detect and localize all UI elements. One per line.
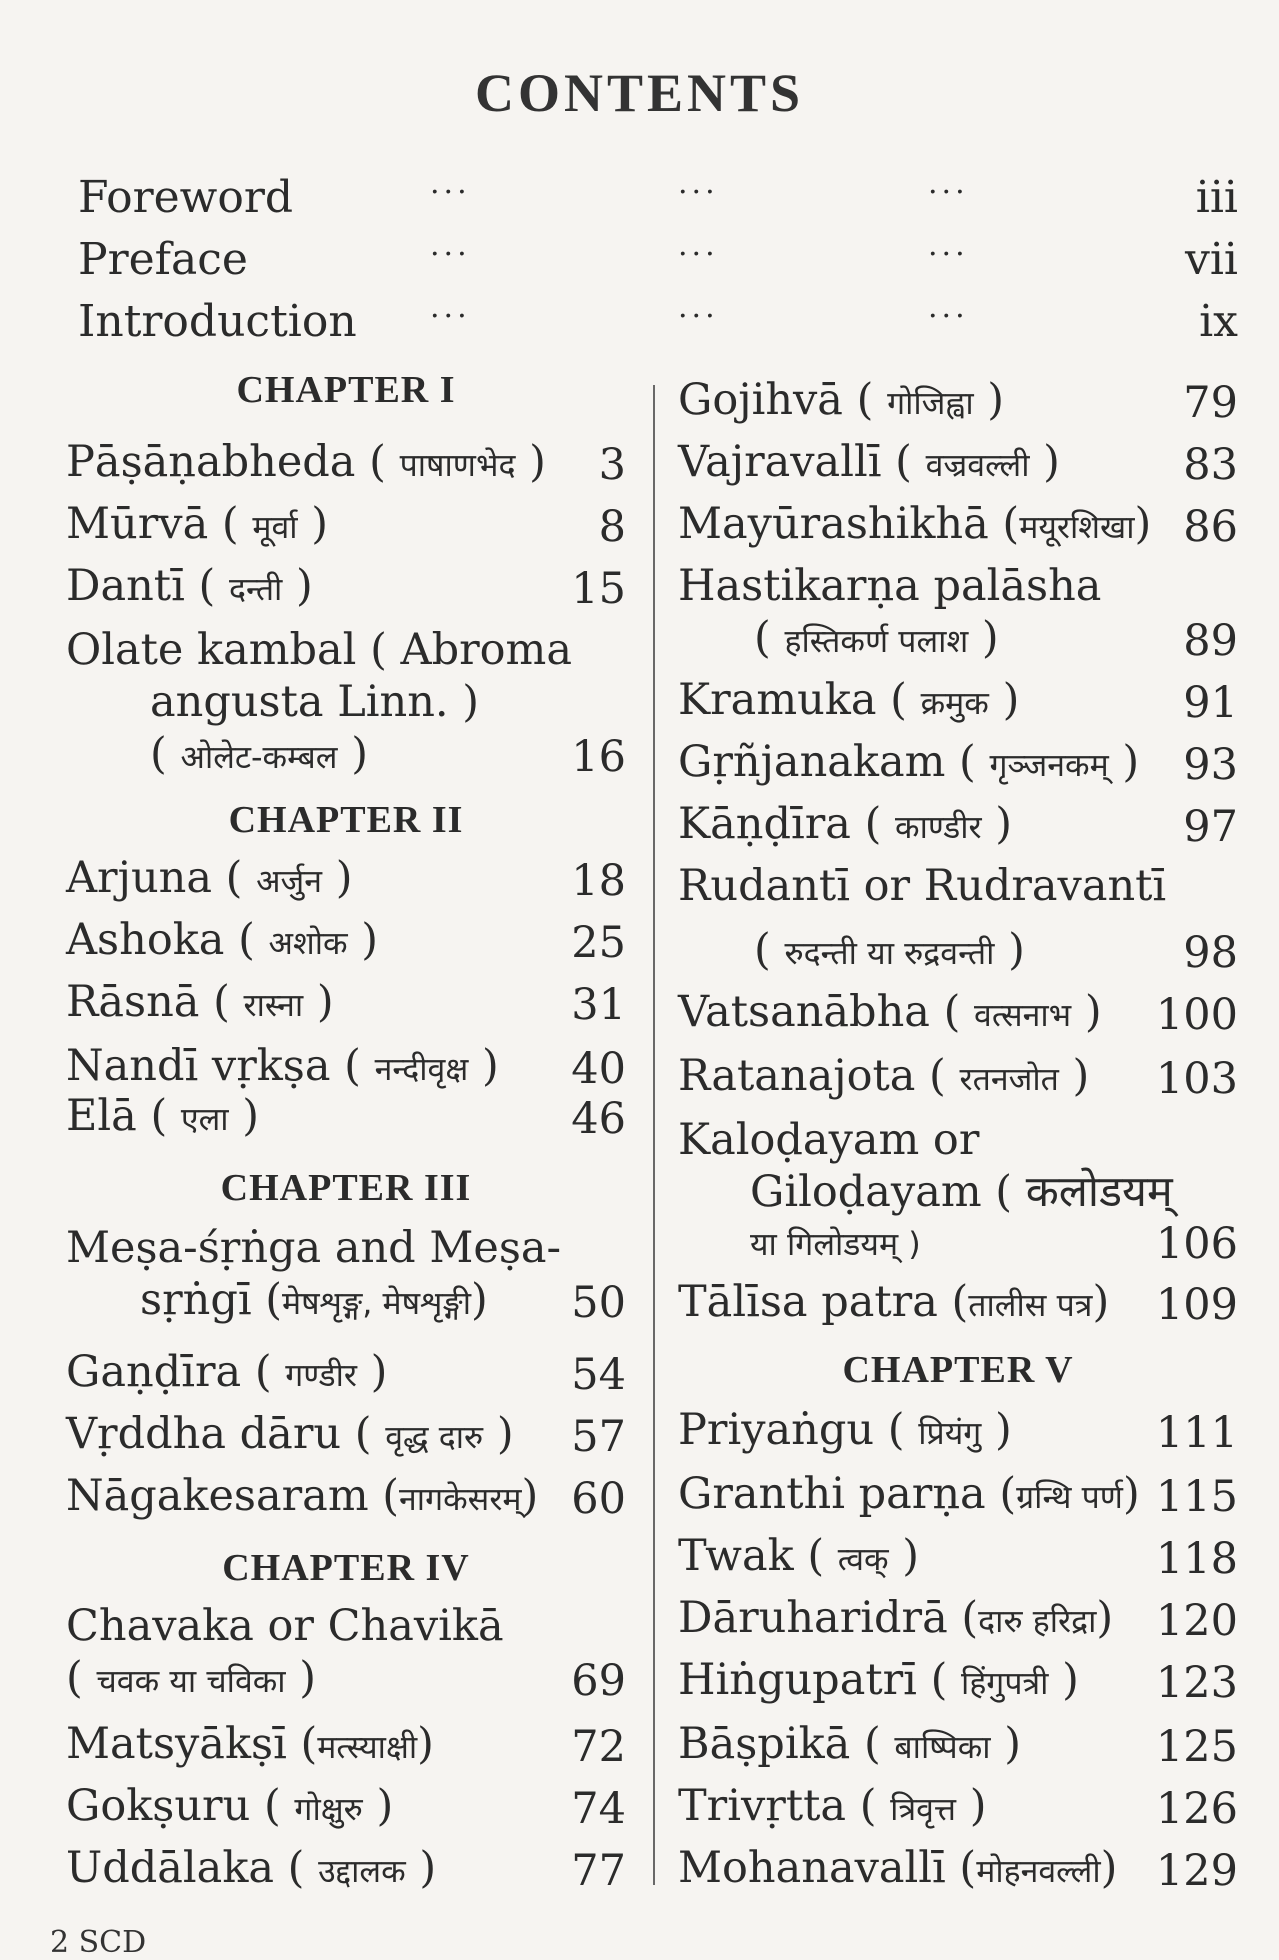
toc-entry xyxy=(678,1530,1238,1585)
front-row-foreword xyxy=(78,166,1238,232)
entry-page: 18 xyxy=(571,856,626,906)
entry-devanagari: प्रियंगु xyxy=(918,1414,982,1452)
entry-close: ) xyxy=(481,1041,499,1091)
entry-page: 77 xyxy=(571,1846,626,1896)
entry-page: 16 xyxy=(571,732,626,782)
entry-devanagari: रास्ना xyxy=(243,986,304,1024)
toc-entry xyxy=(678,1842,1238,1897)
entry-page: 54 xyxy=(571,1350,626,1400)
entry-name: Hastikarṇa palāsha xyxy=(678,561,1102,611)
entry-close: ) xyxy=(316,977,334,1027)
entry-close: ) xyxy=(1084,987,1102,1037)
toc-entry xyxy=(66,1780,626,1835)
entry-line2: angusta Linn. ) xyxy=(150,677,480,727)
leader-dots: ... xyxy=(430,166,471,201)
toc-entry xyxy=(66,498,626,553)
entry-close: ) xyxy=(1043,437,1060,487)
entry-page: 46 xyxy=(571,1094,626,1144)
toc-entry xyxy=(678,1468,1238,1523)
toc-entry xyxy=(678,1592,1238,1647)
leader-dots: ... xyxy=(678,228,719,263)
entry-page: 86 xyxy=(1183,502,1238,552)
entry-close: ) xyxy=(1100,1843,1118,1893)
entry-close: ) xyxy=(969,1781,987,1831)
toc-entry xyxy=(678,560,1238,667)
entry-close: ) xyxy=(1008,925,1025,975)
entry-name: Bāṣpikā ( xyxy=(678,1719,881,1769)
entry-devanagari: मोहनवल्ली xyxy=(976,1852,1101,1890)
entry-devanagari: त्रिवृत्त xyxy=(890,1790,957,1828)
entry-name: Dantī ( xyxy=(66,561,216,611)
entry-name: Mūrvā ( xyxy=(66,499,239,549)
leader-dots: ... xyxy=(430,290,471,325)
entry-devanagari: गोक्षुरु xyxy=(294,1790,363,1828)
entry-name: Olate kambal ( Abroma xyxy=(66,625,572,675)
toc-entry xyxy=(678,1718,1238,1773)
entry-line2: Giloḍayam ( कलोडयम् xyxy=(750,1167,1173,1217)
entry-close: ) xyxy=(902,1531,920,1581)
entry-close: ) xyxy=(987,375,1005,425)
entry-devanagari: अर्जुन xyxy=(256,862,323,900)
entry-devanagari: अशोक xyxy=(268,924,348,962)
entry-close: ) xyxy=(335,853,353,903)
entry-name: Vajravallī ( xyxy=(678,437,912,487)
entry-name: Mohanavallī ( xyxy=(678,1843,977,1893)
entry-devanagari: क्रमुक xyxy=(920,684,989,722)
entry-devanagari: गण्डीर xyxy=(285,1356,357,1394)
leader-dots: ... xyxy=(928,290,969,325)
entry-name: Nandī vṛkṣa ( xyxy=(66,1041,361,1091)
entry-devanagari: दन्ती xyxy=(228,570,283,608)
toc-entry xyxy=(66,1470,626,1525)
entry-close: ) xyxy=(1122,737,1140,787)
entry-page: 111 xyxy=(1155,1408,1238,1458)
leader-dots: ... xyxy=(430,228,471,263)
entry-name: Gokṣuru ( xyxy=(66,1781,281,1831)
entry-close: ) xyxy=(496,1409,514,1459)
entry-page: 69 xyxy=(571,1656,626,1706)
entry-close: ) xyxy=(995,799,1013,849)
entry-page: 50 xyxy=(571,1278,626,1328)
toc-entry xyxy=(678,736,1238,791)
entry-page: 72 xyxy=(571,1722,626,1772)
entry-page: 100 xyxy=(1155,990,1238,1040)
entry-close: ) xyxy=(994,1405,1012,1455)
entry-close: ) xyxy=(376,1781,394,1831)
entry-name: Granthi parṇa ( xyxy=(678,1469,1017,1519)
entry-close: ) xyxy=(1096,1593,1114,1643)
entry-name: Twak ( xyxy=(678,1531,825,1581)
toc-entry xyxy=(66,1090,626,1145)
entry-name: Dāruharidrā ( xyxy=(678,1593,979,1643)
entry-devanagari: चवक या चविका xyxy=(96,1662,286,1700)
entry-name: Trivṛtta ( xyxy=(678,1781,877,1831)
entry-close: ) xyxy=(521,1471,539,1521)
entry-page: 91 xyxy=(1183,678,1238,728)
toc-entry xyxy=(678,1780,1238,1835)
toc-entry xyxy=(678,374,1238,429)
signature-mark: 2 SCD xyxy=(50,1925,147,1960)
entry-page: 25 xyxy=(571,918,626,968)
entry-page: 118 xyxy=(1155,1534,1238,1584)
entry-devanagari: एला xyxy=(180,1100,229,1138)
entry-devanagari: काण्डीर xyxy=(895,808,982,846)
toc-entry xyxy=(66,1408,626,1463)
toc-entry xyxy=(678,436,1238,491)
entry-close: ) xyxy=(242,1091,260,1141)
entry-devanagari: वत्सनाभ xyxy=(974,996,1072,1034)
toc-entry xyxy=(66,1040,626,1095)
entry-name: Tālīsa patra ( xyxy=(678,1277,969,1327)
chapter-heading: CHAPTER IV xyxy=(222,1547,470,1589)
entry-page: 93 xyxy=(1183,740,1238,790)
entry-devanagari: ग्रन्थि पर्ण xyxy=(1016,1478,1123,1516)
entry-close: ) xyxy=(296,561,313,611)
toc-entry xyxy=(66,436,626,491)
entry-devanagari: बाष्पिका xyxy=(894,1728,991,1766)
entry-name: Matsyākṣī ( xyxy=(66,1719,318,1769)
entry-name: Vatsanābha ( xyxy=(678,987,961,1037)
entry-name: Gojihvā ( xyxy=(678,375,874,425)
entry-page: 79 xyxy=(1183,378,1238,428)
entry-page: 125 xyxy=(1155,1722,1238,1772)
entry-name: Pāṣāṇabheda ( xyxy=(66,437,386,487)
entry-close: ) xyxy=(471,1275,488,1325)
chapter-heading: CHAPTER III xyxy=(220,1167,472,1209)
front-row-introduction xyxy=(78,290,1238,356)
entry-close: ) xyxy=(299,1653,317,1703)
entry-close: ) xyxy=(981,613,999,663)
entry-name: Mayūrashikhā ( xyxy=(678,499,1020,549)
entry-open: ( xyxy=(754,925,771,975)
toc-entry xyxy=(66,1718,626,1773)
entry-close: ) xyxy=(351,729,368,779)
entry-name: Ashoka ( xyxy=(66,915,255,965)
entry-devanagari: पाषाणभेद xyxy=(399,446,516,484)
entry-page: 31 xyxy=(571,980,626,1030)
entry-devanagari: मेषशृङ्ग, मेषशृङ्गी xyxy=(282,1284,471,1322)
entry-open: ( xyxy=(754,613,771,663)
entry-devanagari: ओलेट-कम्बल xyxy=(180,738,338,776)
entry-devanagari: तालीस पत्र xyxy=(968,1286,1093,1324)
toc-entry xyxy=(66,1842,626,1897)
entry-name: Elā ( xyxy=(66,1091,168,1141)
toc-entry xyxy=(678,674,1238,729)
toc-entry xyxy=(678,1654,1238,1709)
entry-page: 126 xyxy=(1155,1784,1238,1834)
entry-open: ( xyxy=(150,729,167,779)
entry-devanagari: हिंगुपत्री xyxy=(961,1664,1049,1702)
entry-close: ) xyxy=(361,915,379,965)
entry-devanagari: नन्दीवृक्ष xyxy=(374,1050,469,1088)
entry-page: 40 xyxy=(571,1044,626,1094)
entry-page: 115 xyxy=(1155,1472,1238,1522)
toc-entry xyxy=(66,624,626,783)
entry-name: Kramuka ( xyxy=(678,675,907,725)
entry-page: 97 xyxy=(1183,802,1238,852)
entry-devanagari: दारु हरिद्रा xyxy=(978,1602,1097,1640)
toc-entry xyxy=(66,560,626,615)
entry-devanagari: वज्रवल्ली xyxy=(925,446,1030,484)
entry-page: 83 xyxy=(1183,440,1238,490)
front-row-preface xyxy=(78,228,1238,294)
toc-entry xyxy=(66,852,626,907)
entry-name: Priyaṅgu ( xyxy=(678,1405,905,1455)
entry-page: 123 xyxy=(1155,1658,1238,1708)
leader-dots: ... xyxy=(678,290,719,325)
entry-devanagari: मयूरशिखा xyxy=(1019,508,1135,546)
front-label: Foreword xyxy=(78,172,294,223)
entry-close: ) xyxy=(370,1347,388,1397)
entry-name: Ratanajota ( xyxy=(678,1051,946,1101)
front-page-number: vii xyxy=(1184,234,1238,285)
entry-close: ) xyxy=(1072,1051,1090,1101)
toc-entry xyxy=(678,1114,1238,1270)
toc-entry xyxy=(678,1050,1238,1105)
entry-name: Gaṇḍīra ( xyxy=(66,1347,272,1397)
entry-devanagari: मूर्वा xyxy=(252,508,298,546)
toc-entry xyxy=(678,498,1238,553)
entry-page: 3 xyxy=(598,440,626,490)
entry-close: ) xyxy=(1134,499,1152,549)
entry-page: 89 xyxy=(1183,616,1238,666)
toc-entry xyxy=(678,1276,1238,1331)
entry-page: 103 xyxy=(1155,1054,1238,1104)
entry-devanagari: उद्दालक xyxy=(318,1852,406,1890)
entry-close: ) xyxy=(417,1719,434,1769)
front-page-number: iii xyxy=(1195,172,1238,223)
chapter-heading: CHAPTER V xyxy=(842,1349,1074,1391)
entry-name: Kaloḍayam or xyxy=(678,1115,980,1165)
entry-line2: sṛṅgī ( xyxy=(140,1275,283,1325)
front-label: Preface xyxy=(78,234,248,285)
entry-name: Arjuna ( xyxy=(66,853,243,903)
entry-name: Hiṅgupatrī ( xyxy=(678,1655,948,1705)
entry-open: ( xyxy=(66,1653,83,1703)
entry-name: Uddālaka ( xyxy=(66,1843,305,1893)
entry-name: Kāṇḍīra ( xyxy=(678,799,882,849)
entry-devanagari: रतनजोत xyxy=(959,1060,1059,1098)
front-label: Introduction xyxy=(78,296,357,347)
entry-page: 109 xyxy=(1155,1280,1238,1330)
toc-entry xyxy=(678,798,1238,853)
toc-entry xyxy=(678,986,1238,1041)
entry-close: ) xyxy=(1004,1719,1022,1769)
entry-devanagari: वृद्ध दारु xyxy=(385,1418,484,1456)
entry-page: 98 xyxy=(1183,928,1238,978)
chapter-heading: CHAPTER II xyxy=(228,799,464,841)
entry-name: Meṣa-śṛṅga and Meṣa- xyxy=(66,1223,562,1273)
toc-entry xyxy=(66,1346,626,1401)
entry-page: 15 xyxy=(571,564,626,614)
entry-name: Rudantī or Rudravantī xyxy=(678,861,1167,911)
leader-dots: ... xyxy=(928,228,969,263)
entry-name: Rāsnā ( xyxy=(66,977,230,1027)
entry-page: 74 xyxy=(571,1784,626,1834)
entry-devanagari: मत्स्याक्षी xyxy=(317,1728,418,1766)
entry-page: 57 xyxy=(571,1412,626,1462)
entry-devanagari: रुदन्ती या रुद्रवन्ती xyxy=(784,934,995,972)
entry-page: 60 xyxy=(571,1474,626,1524)
entry-close: ) xyxy=(311,499,328,549)
entry-line3: या गिलोडयम् ) xyxy=(750,1225,921,1263)
toc-entry xyxy=(66,976,626,1031)
toc-entry xyxy=(66,1600,626,1707)
entry-page: 106 xyxy=(1155,1219,1238,1269)
entry-page: 8 xyxy=(598,502,626,552)
front-page-number: ix xyxy=(1199,296,1238,347)
entry-page: 129 xyxy=(1155,1846,1238,1896)
entry-name: Nāgakesaram ( xyxy=(66,1471,400,1521)
entry-name: Vṛddha dāru ( xyxy=(66,1409,372,1459)
toc-entry xyxy=(66,914,626,969)
entry-close: ) xyxy=(1122,1469,1140,1519)
toc-entry xyxy=(678,860,1238,979)
entry-name: Gṛñjanakam ( xyxy=(678,737,976,787)
page-title: CONTENTS xyxy=(474,63,805,123)
leader-dots: ... xyxy=(928,166,969,201)
leader-dots: ... xyxy=(678,166,719,201)
entry-devanagari: त्वक् xyxy=(837,1540,889,1578)
entry-close: ) xyxy=(419,1843,437,1893)
entry-close: ) xyxy=(1062,1655,1079,1705)
entry-close: ) xyxy=(1002,675,1020,725)
entry-devanagari: हस्तिकर्ण पलाश xyxy=(784,622,969,660)
entry-page: 120 xyxy=(1155,1596,1238,1646)
entry-devanagari: नागकेसरम् xyxy=(399,1480,522,1518)
column-divider xyxy=(653,385,655,1885)
entry-devanagari: गोजिह्वा xyxy=(887,384,974,422)
entry-close: ) xyxy=(529,437,546,487)
entry-devanagari: गृञ्जनकम् xyxy=(989,746,1109,784)
entry-name: Chavaka or Chavikā xyxy=(66,1601,504,1651)
chapter-heading: CHAPTER I xyxy=(236,369,456,411)
toc-entry xyxy=(66,1222,626,1329)
entry-close: ) xyxy=(1092,1277,1110,1327)
toc-entry xyxy=(678,1404,1238,1459)
